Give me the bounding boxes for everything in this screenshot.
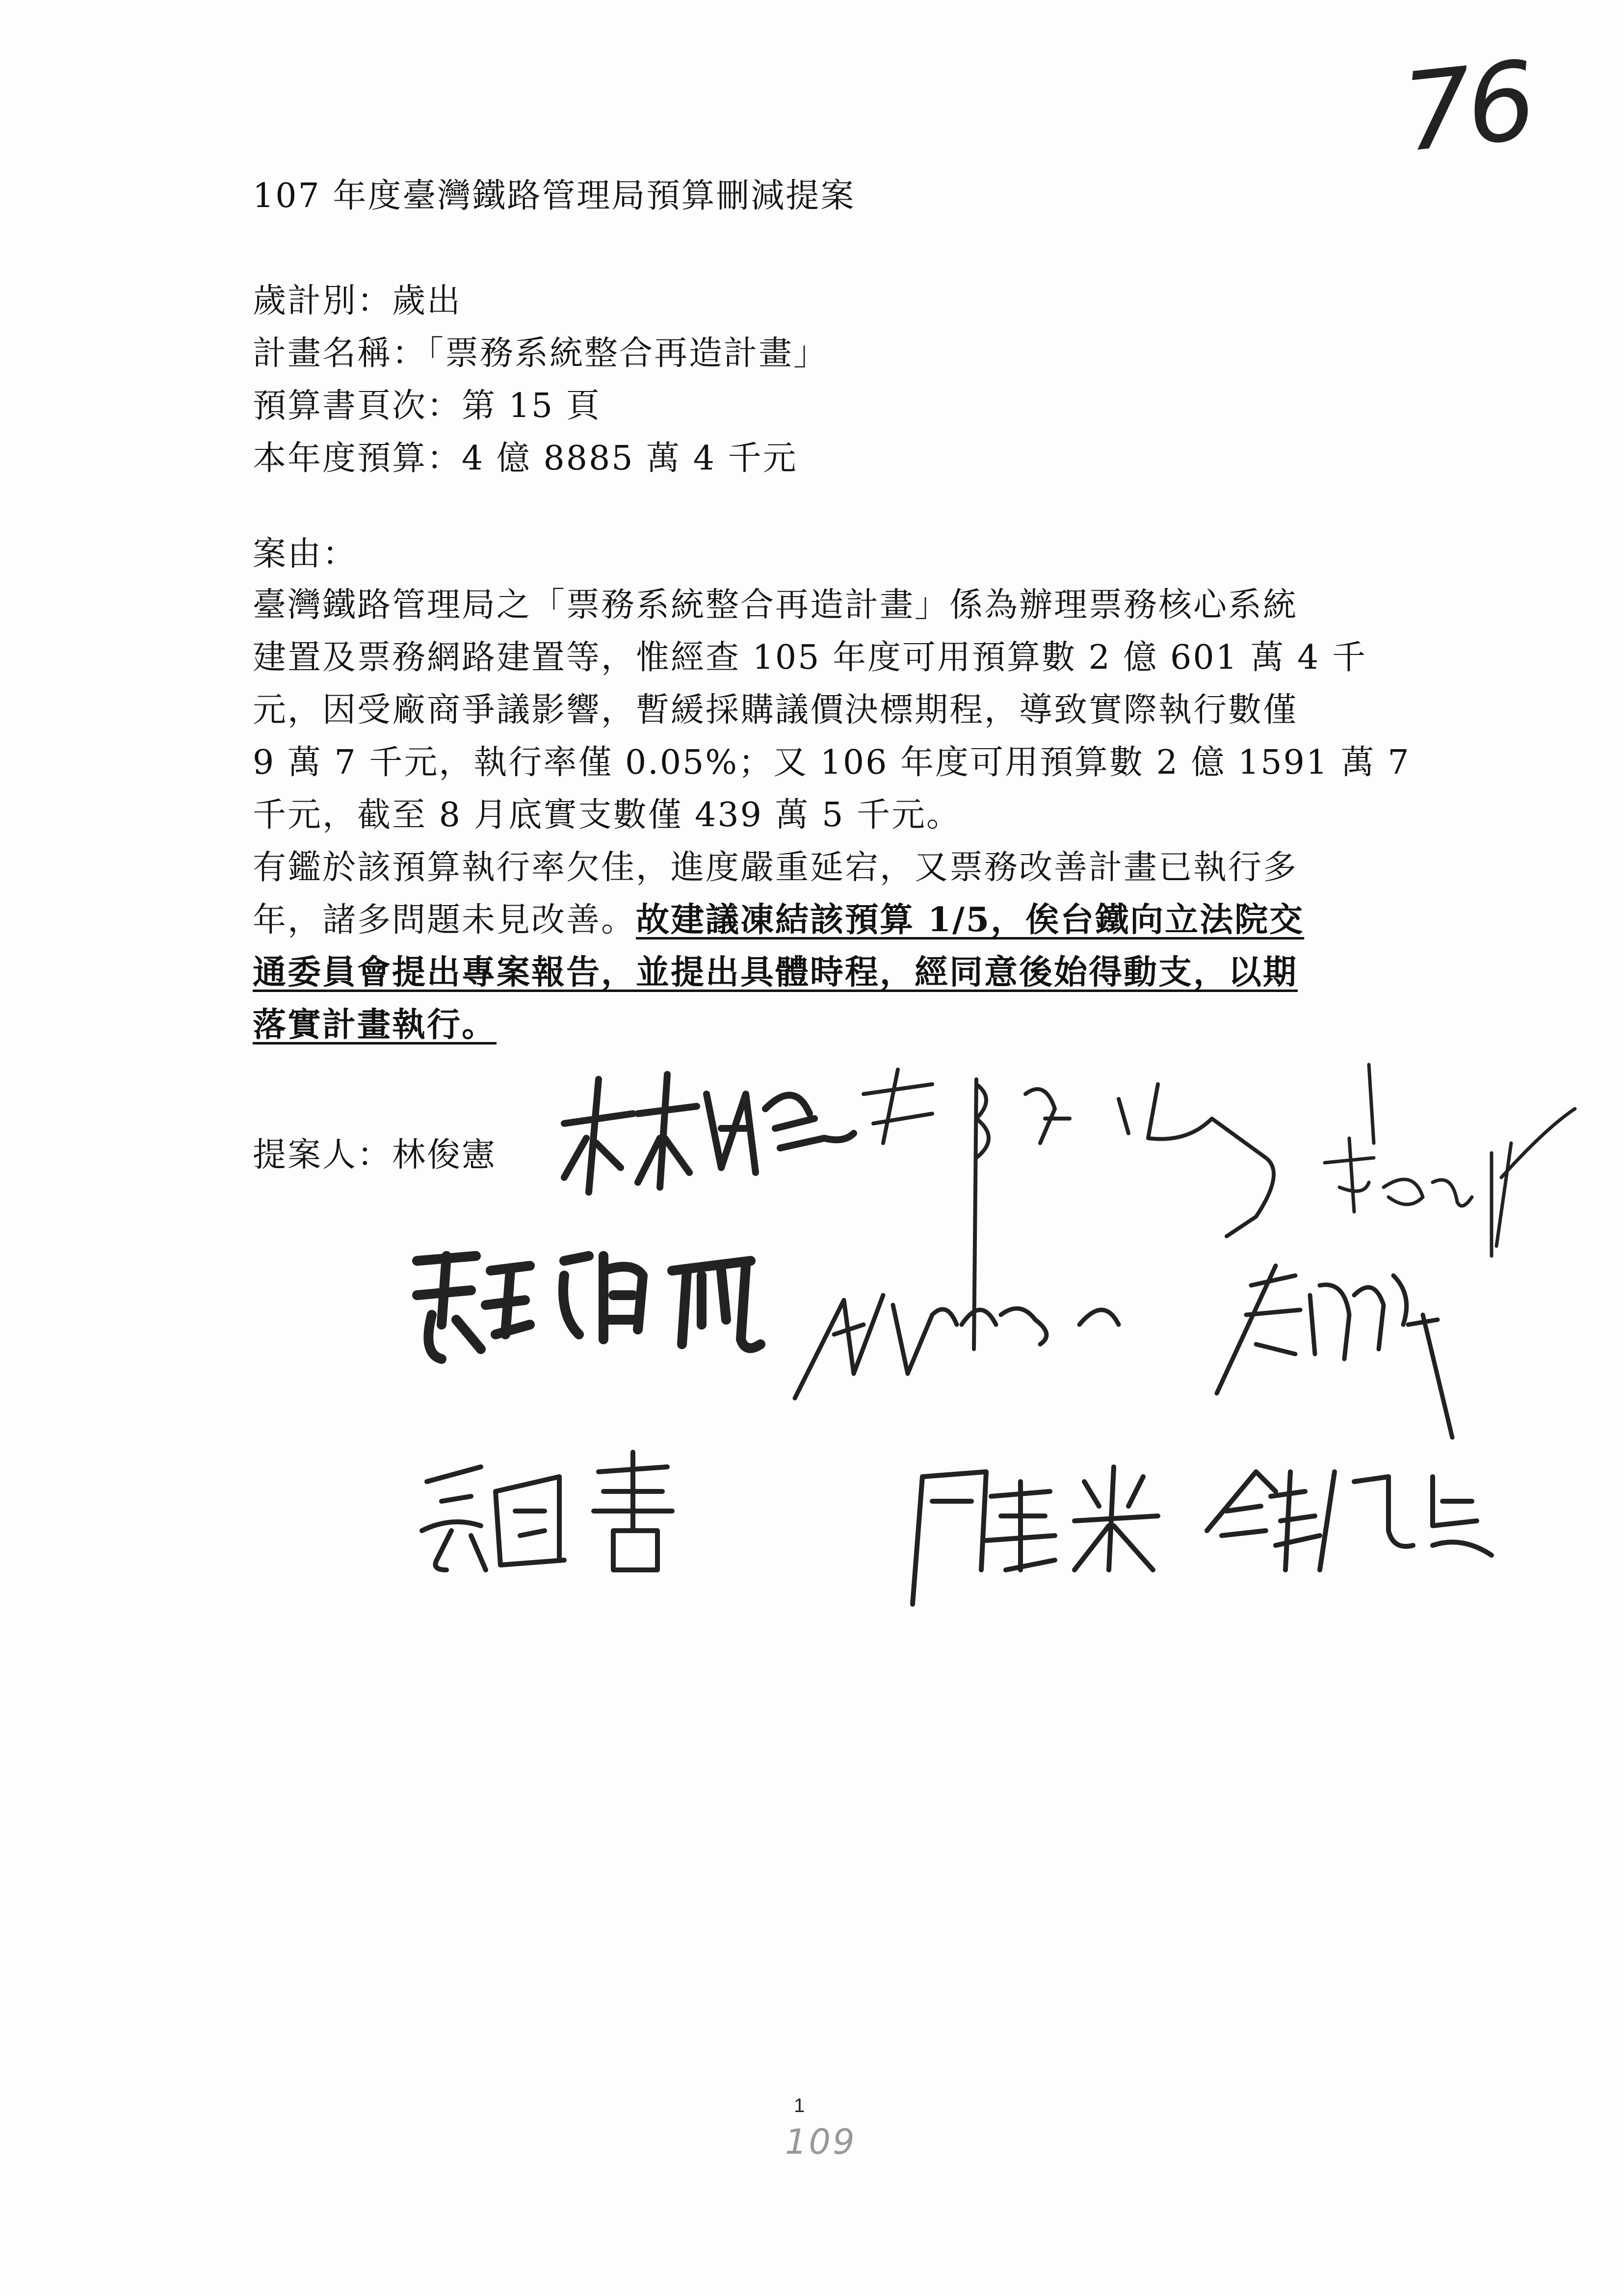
body-line bbox=[253, 894, 1396, 946]
body-line: 9 萬 7 千元，執行率僅 0.05%；又 106 年度可用預算數 2 億 1591 萬 7 bbox=[253, 743, 1411, 782]
meta-budget-amount: 本年度預算：4 億 8885 萬 4 千元 bbox=[253, 439, 798, 478]
reason-body bbox=[253, 579, 1411, 1051]
body-line: 建置及票務網路建置等，惟經查 105 年度可用預算數 2 億 601 萬 4 千 bbox=[253, 638, 1367, 677]
signature-3 bbox=[1325, 1065, 1575, 1256]
resolution-text: 故建議凍結該預算 1/5，俟台鐵向立法院交 bbox=[636, 900, 1305, 939]
body-line: 有鑑於該預算執行率欠佳，進度嚴重延宕，又票務改善計畫已執行多 bbox=[253, 848, 1298, 887]
meta-project-name: 計畫名稱：「票務系統整合再造計畫」 bbox=[253, 334, 829, 373]
document-title: 107 年度臺灣鐵路管理局預算刪減提案 bbox=[253, 177, 856, 215]
page-number: 1 bbox=[794, 2095, 805, 2116]
reason-label: 案由： bbox=[253, 535, 358, 574]
signature-2 bbox=[864, 1070, 1274, 1349]
body-line: 元，因受廠商爭議影響，暫緩採購議價決標期程，導致實際執行數僅 bbox=[253, 691, 1298, 730]
signature-5 bbox=[795, 1295, 1119, 1398]
signature-8 bbox=[913, 1467, 1158, 1604]
resolution-text: 落實計畫執行。 bbox=[253, 1005, 497, 1044]
resolution-text: 通委員會提出專案報告，並提出具體時程，經同意後始得動支，以期 bbox=[253, 953, 1298, 992]
signature-4 bbox=[417, 1256, 760, 1359]
meta-page-ref: 預算書頁次：第 15 頁 bbox=[253, 387, 601, 425]
signature-6 bbox=[1217, 1266, 1452, 1437]
budget-meta bbox=[253, 275, 828, 485]
meta-category: 歲計別：歲出 bbox=[253, 282, 462, 320]
handwritten-corner-number: 76 bbox=[1397, 38, 1537, 176]
handwritten-page-number: 109 bbox=[785, 2122, 857, 2162]
signature-1 bbox=[564, 1074, 854, 1192]
body-line: 千元，截至 8 月底實支數僅 439 萬 5 千元。 bbox=[253, 796, 962, 835]
proposer-label: 提案人：林俊憲 bbox=[253, 1136, 497, 1174]
signature-9 bbox=[1207, 1472, 1492, 1570]
signature-7 bbox=[422, 1452, 672, 1570]
body-line: 臺灣鐵路管理局之「票務系統整合再造計畫」係為辦理票務核心系統 bbox=[253, 586, 1298, 625]
body-line-plain: 年，諸多問題未見改善。 bbox=[253, 901, 636, 939]
